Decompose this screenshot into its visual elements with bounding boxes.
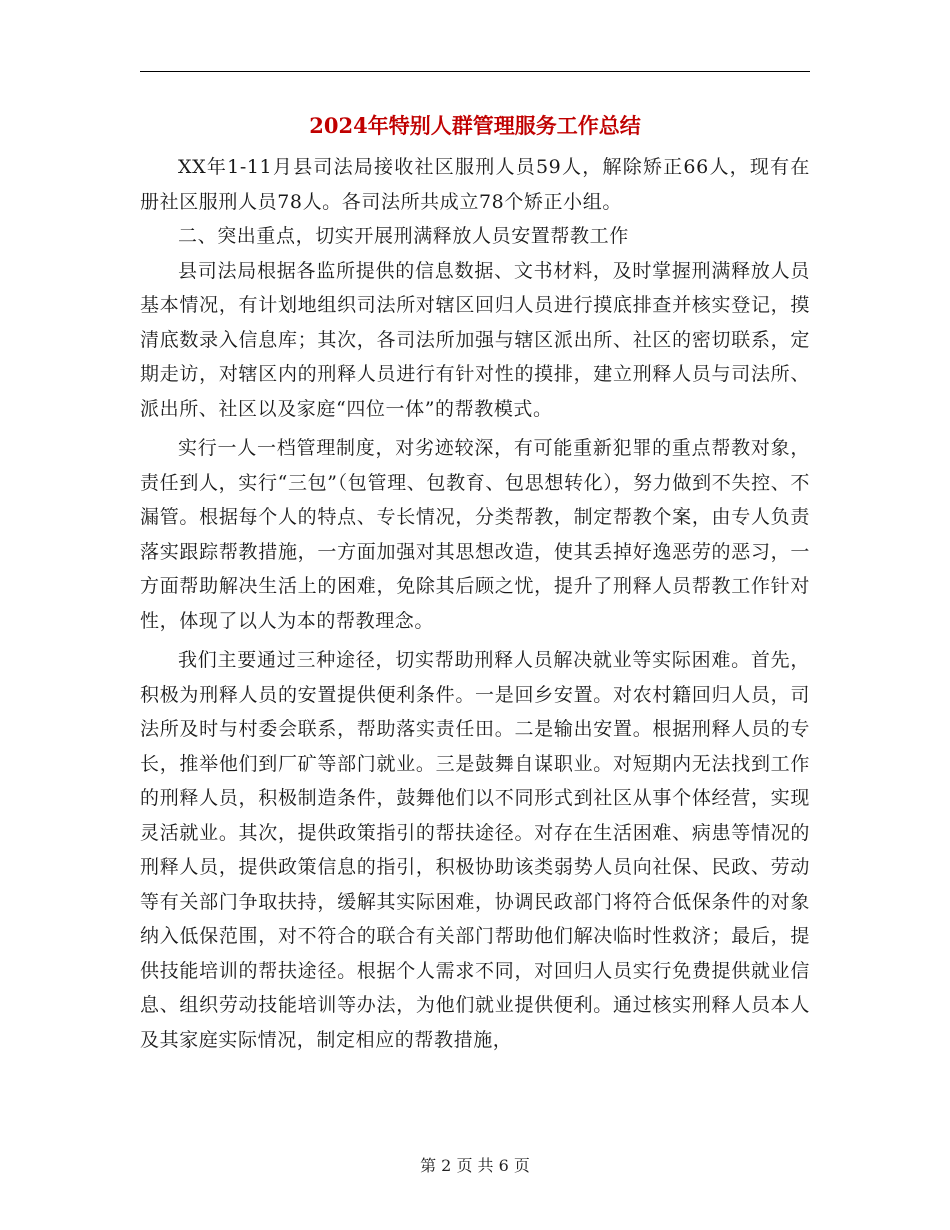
- paragraph-statistics: XX年1-11月县司法局接收社区服刑人员59人，解除矫正66人，现有在册社区服刑人员78人。各司法所共成立78个矫正小组。: [140, 156, 810, 213]
- document-title: 2024年特别人群管理服务工作总结: [309, 113, 641, 138]
- paragraph-one-person-one-file: 实行一人一档管理制度，对劣迹较深，有可能重新犯罪的重点帮教对象，责任到人，实行“三包”（包管理、包教育、包思想转化），努力做到不失控、不漏管。根据每个人的特点、专长情况，分类帮教，制定帮教个案，由专人负责落实跟踪帮教措施，一方面加强对其思想改造，使其丢掉好逸恶劳的恶习，一方面帮助解决生活上的困难，免除其后顾之忧，提升了刑释人员帮教工作针对性，体现了以人为本的帮教理念。: [140, 437, 810, 632]
- header-rule: [140, 71, 810, 72]
- page-number: 第 2 页 共 6 页: [420, 1156, 530, 1175]
- paragraph-employment-assistance: 我们主要通过三种途径，切实帮助刑释人员解决就业等实际困难。首先，积极为刑释人员的安置提供便利条件。一是回乡安置。对农村籍回归人员，司法所及时与村委会联系，帮助落实责任田。二是输出安置。根据刑释人员的专长，推举他们到厂矿等部门就业。三是鼓舞自谋职业。对短期内无法找到工作的刑释人员，积极制造条件，鼓舞他们以不同形式到社区从事个体经营，实现灵活就业。其次，提供政策指引的帮扶途径。对存在生活困难、病患等情况的刑释人员，提供政策信息的指引，积极协助该类弱势人员向社保、民政、劳动等有关部门争取扶持，缓解其实际困难，协调民政部门将符合低保条件的对象纳入低保范围，对不符合的联合有关部门帮助他们解决临时性救济；最后，提供技能培训的帮扶途径。根据个人需求不同，对回归人员实行免费提供就业信息、组织劳动技能培训等办法，为他们就业提供便利。通过核实刑释人员本人及其家庭实际情况，制定相应的帮教措施，: [140, 649, 810, 1051]
- paragraph-info-collection: 县司法局根据各监所提供的信息数据、文书材料，及时掌握刑满释放人员基本情况，有计划地组织司法所对辖区回归人员进行摸底排查并核实登记，摸清底数录入信息库；其次，各司法所加强与辖区派出所、社区的密切联系，定期走访，对辖区内的刑释人员进行有针对性的摸排，建立刑释人员与司法所、派出所、社区以及家庭“四位一体”的帮教模式。: [140, 259, 810, 420]
- section-heading: 二、突出重点，切实开展刑满释放人员安置帮教工作: [178, 225, 629, 247]
- document-body: [140, 150, 810, 1057]
